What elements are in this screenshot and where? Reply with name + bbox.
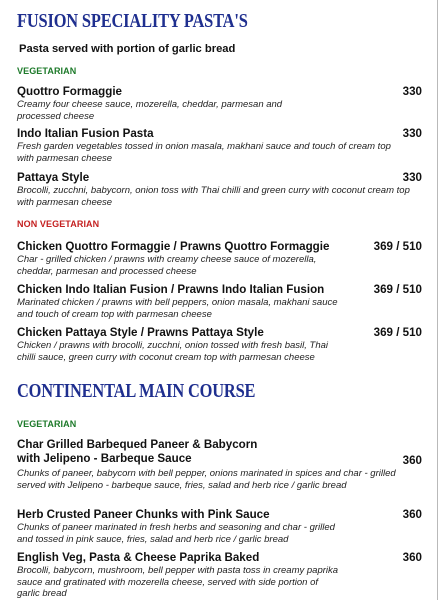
pasta-section-title: FUSION SPECIALITY PASTA'S (17, 10, 248, 32)
item-price: 330 (402, 85, 422, 98)
item-description: Fresh garden vegetables tossed in onion masala, makhani sauce and touch of cream top with parmesan cheese (17, 141, 391, 164)
item-description: Brocolli, zucchni, babycorn, onion toss with Thai chilli and green curry with coconut cream top with parmesan cheese (17, 185, 410, 208)
item-name: Herb Crusted Paneer Chunks with Pink Sauce (17, 508, 270, 521)
item-name: Char Grilled Barbequed Paneer & Babycorn with Jelipeno - Barbeque Sauce (17, 438, 258, 465)
item-price: 360 (402, 454, 422, 467)
item-name: Indo Italian Fusion Pasta (17, 127, 154, 140)
item-price: 369 / 510 (373, 240, 422, 253)
item-description: Chunks of paneer, babycorn with bell pepper, onions marinated in spices and char - grilled served with Jelipeno - barbeque sauce, fries, salad and herb rice / garlic bread (17, 468, 396, 491)
pasta-veg-label: VEGETARIAN (17, 66, 77, 76)
continental-section-title: CONTINENTAL MAIN COURSE (17, 380, 256, 402)
item-name: Chicken Pattaya Style / Prawns Pattaya Style (17, 326, 264, 339)
menu-item (17, 240, 422, 277)
continental-veg-label: VEGETARIAN (17, 419, 77, 429)
item-name: Quottro Formaggie (17, 85, 122, 98)
menu-item (17, 283, 422, 320)
menu-item (17, 85, 422, 122)
item-description: Marinated chicken / prawns with bell peppers, onion masala, makhani sauce and touch of cream top with parmesan cheese (17, 297, 338, 320)
item-price: 360 (402, 551, 422, 564)
pasta-section-subtitle: Pasta served with portion of garlic bread (19, 43, 236, 55)
item-description: Chicken / prawns with brocolli, zucchni, onion tossed with fresh basil, Thai chilli sauce, green curry with coconut cream top with parmesan cheese (17, 340, 329, 363)
item-price: 369 / 510 (373, 283, 422, 296)
item-description: Char - grilled chicken / prawns with creamy cheese sauce of mozerella, cheddar, parmesan and processed cheese (17, 254, 317, 277)
menu-item (17, 127, 422, 164)
menu-item (17, 508, 422, 545)
menu-item (17, 171, 422, 208)
item-name: Pattaya Style (17, 171, 90, 184)
item-description: Chunks of paneer marinated in fresh herbs and seasoning and char - grilled and tossed in pink sauce, fries, salad and herb rice / garlic bread (17, 522, 335, 545)
item-name: Chicken Quottro Formaggie / Prawns Quottro Formaggie (17, 240, 330, 253)
item-price: 369 / 510 (373, 326, 422, 339)
item-price: 330 (402, 127, 422, 140)
pasta-nonveg-label: NON VEGETARIAN (17, 219, 100, 229)
item-price: 330 (402, 171, 422, 184)
menu-item (17, 551, 422, 600)
item-name: Chicken Indo Italian Fusion / Prawns Indo Italian Fusion (17, 283, 325, 296)
item-price: 360 (402, 508, 422, 521)
menu-item (17, 438, 422, 491)
item-description: Brocolli, babycorn, mushroom, bell pepper with pasta toss in creamy paprika sauce and gratinated with mozerella cheese, served with side portion of garlic bread (17, 565, 339, 599)
item-name: English Veg, Pasta & Cheese Paprika Baked (17, 551, 260, 564)
item-description: Creamy four cheese sauce, mozerella, cheddar, parmesan and processed cheese (17, 99, 283, 122)
menu-item (17, 326, 422, 363)
